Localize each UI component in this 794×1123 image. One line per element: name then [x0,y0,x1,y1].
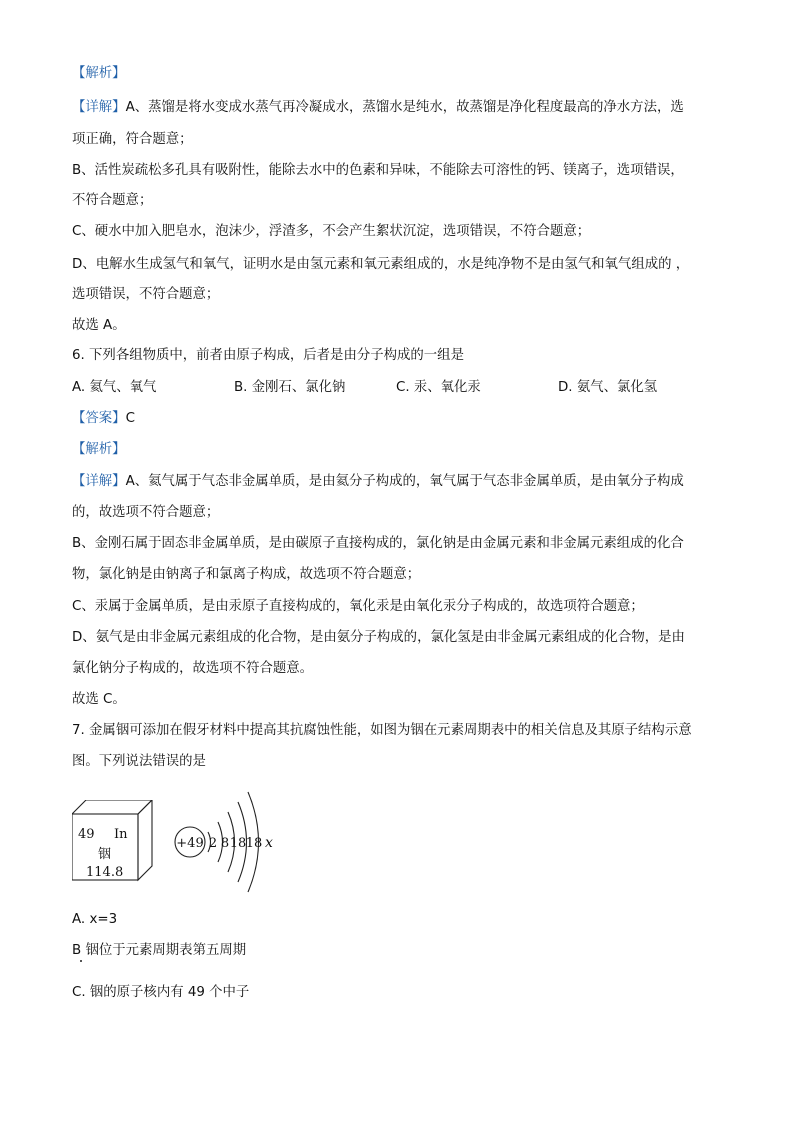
shell-electrons: 18 [229,836,247,851]
q6-answer [72,409,135,429]
q6-detail-d2: 氯化钠分子构成的，故选项不符合题意。 [72,661,314,676]
q6-detail-b1: B、金刚石属于固态非金属单质，是由碳原子直接构成的，氯化钠是由金属元素和非金属元素组成的化合 [72,536,684,551]
q6-stem: 6. 下列各组物质中，前者由原子构成，后者是由分子构成的一组是 [72,348,464,363]
q7-stem-line2: 图。下列说法错误的是 [72,754,206,769]
detail-text: A、氦气属于气态非金属单质，是由氦分子构成的，氧气属于气态非金属单质，是由氧分子构成 [125,474,684,489]
atomic-mass: 114.8 [86,865,124,880]
q5-detail-c: C、硬水中加入肥皂水，泡沫少，浮渣多，不会产生絮状沉淀，选项错误，不符合题意； [72,224,591,239]
q7-option-a: A. x=3 [72,912,118,927]
detail-text: A、蒸馏是将水变成水蒸气再冷凝成水，蒸馏水是纯水，故蒸馏是净化程度最高的净水方法，选 [125,100,684,115]
analysis-heading-q5: 【解析】 [72,66,126,81]
q7-option-b: B 铟位于元素周期表第五周期 [72,943,247,958]
detail-tag: 【详解】 [72,100,126,115]
q5-detail-a2: 项正确，符合题意； [72,132,193,147]
detail-tag: 【详解】 [72,474,126,489]
q6-option-d: D. 氨气、氯化氢 [558,380,658,395]
element-card [72,800,158,888]
q6-detail-c: C、汞属于金属单质，是由汞原子直接构成的，氧化汞是由氧化汞分子构成的，故选项符合题意； [72,599,644,614]
q6-option-b: B. 金刚石、氯化钠 [234,380,346,395]
q5-detail-a1 [72,98,684,118]
q5-detail-b2: 不符合题意； [72,193,153,208]
element-symbol: In [114,827,128,842]
q7-option-c: C. 铟的原子核内有 49 个中子 [72,985,250,1000]
atomic-structure-diagram [172,786,284,902]
shell-electrons: 18 [245,836,263,851]
q6-conclusion: 故选 C。 [72,692,126,707]
atomic-number: 49 [78,827,95,842]
analysis-heading-q6: 【解析】 [72,442,126,457]
q6-detail-a2: 的，故选项不符合题意； [72,505,220,520]
stray-dot [80,960,82,962]
answer-value: C [125,411,135,426]
q6-option-a: A. 氦气、氧气 [72,380,157,395]
shell-electrons-unknown: x [265,835,273,851]
nucleus-charge: +49 [176,836,204,851]
answer-tag: 【答案】 [72,411,126,426]
q5-detail-d1: D、电解水生成氢气和氧气，证明水是由氢元素和氧元素组成的，水是纯净物不是由氢气和氧气组成的 ， [72,257,690,272]
shell-electrons: 8 [220,836,230,851]
q5-conclusion: 故选 A。 [72,318,126,333]
q6-detail-b2: 物，氯化钠是由钠离子和氯离子构成，故选项不符合题意； [72,567,421,582]
q6-detail-d1: D、氨气是由非金属元素组成的化合物，是由氨分子构成的，氯化氢是由非金属元素组成的化合物，是由 [72,630,685,645]
shell-electrons: 2 [208,836,218,851]
q6-detail-a1 [72,472,684,492]
q6-option-c: C. 汞、氧化汞 [396,380,481,395]
q5-detail-b1: B、活性炭疏松多孔具有吸附性，能除去水中的色素和异味，不能除去可溶性的钙、镁离子，选项错误， [72,163,684,178]
element-name: 铟 [98,847,112,862]
q7-stem-line1: 7. 金属铟可添加在假牙材料中提高其抗腐蚀性能，如图为铟在元素周期表中的相关信息及其原子结构示意 [72,723,692,738]
q5-detail-d2: 选项错误，不符合题意； [72,287,220,302]
